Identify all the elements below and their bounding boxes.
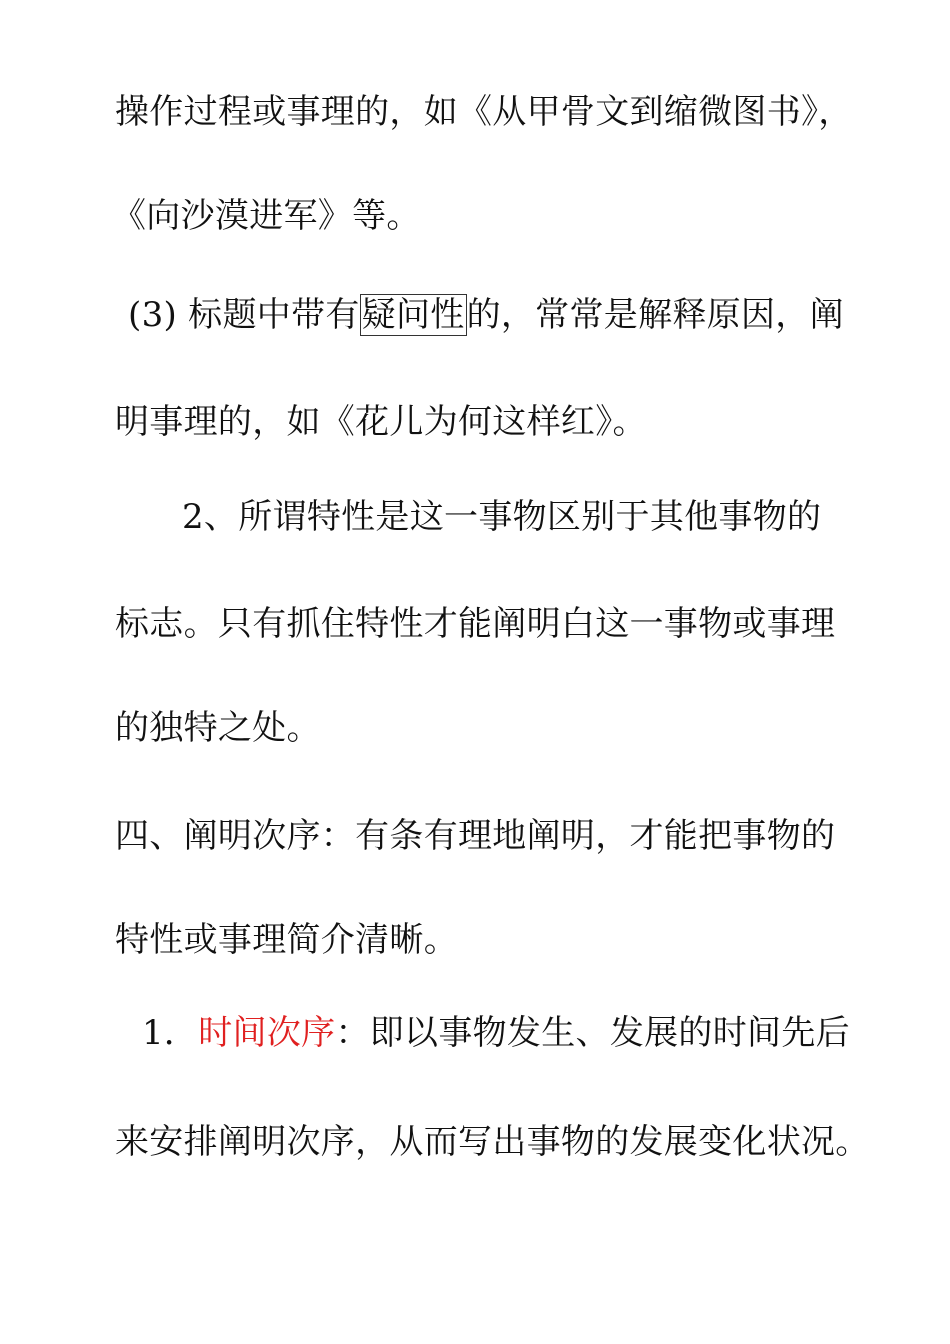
text-line-6: 标志。只有抓住特性才能阐明白这一事物或事理 (115, 604, 836, 644)
boxed-keyword: 疑问性 (361, 295, 465, 335)
highlight-keyword: 时间次序 (198, 1013, 336, 1053)
item-suffix: 的，常常是解释原因，阐 (466, 295, 844, 335)
text-line-3 (128, 295, 844, 335)
text-line-10 (142, 1013, 850, 1053)
text-line-1: 操作过程或事理的，如《从甲骨文到缩微图书》， (115, 92, 853, 132)
item-suffix: ：即以事物发生、发展的时间先后 (335, 1013, 850, 1053)
item-prefix: (3) 标题中带有 (128, 295, 360, 335)
text-line-2: 《向沙漠进军》等。 (112, 196, 421, 236)
text-line-7: 的独特之处。 (115, 708, 321, 748)
text-line-4: 明事理的，如《花儿为何这样红》。 (115, 402, 647, 442)
text-line-9: 特性或事理简介清晰。 (115, 920, 458, 960)
text-line-11: 来安排阐明次序，从而写出事物的发展变化状况。 (115, 1122, 870, 1162)
text-line-5: 2、所谓特性是这一事物区别于其他事物的 (182, 497, 822, 537)
text-line-8: 四、阐明次序：有条有理地阐明，才能把事物的 (115, 816, 836, 856)
item-prefix: 1． (142, 1013, 199, 1053)
